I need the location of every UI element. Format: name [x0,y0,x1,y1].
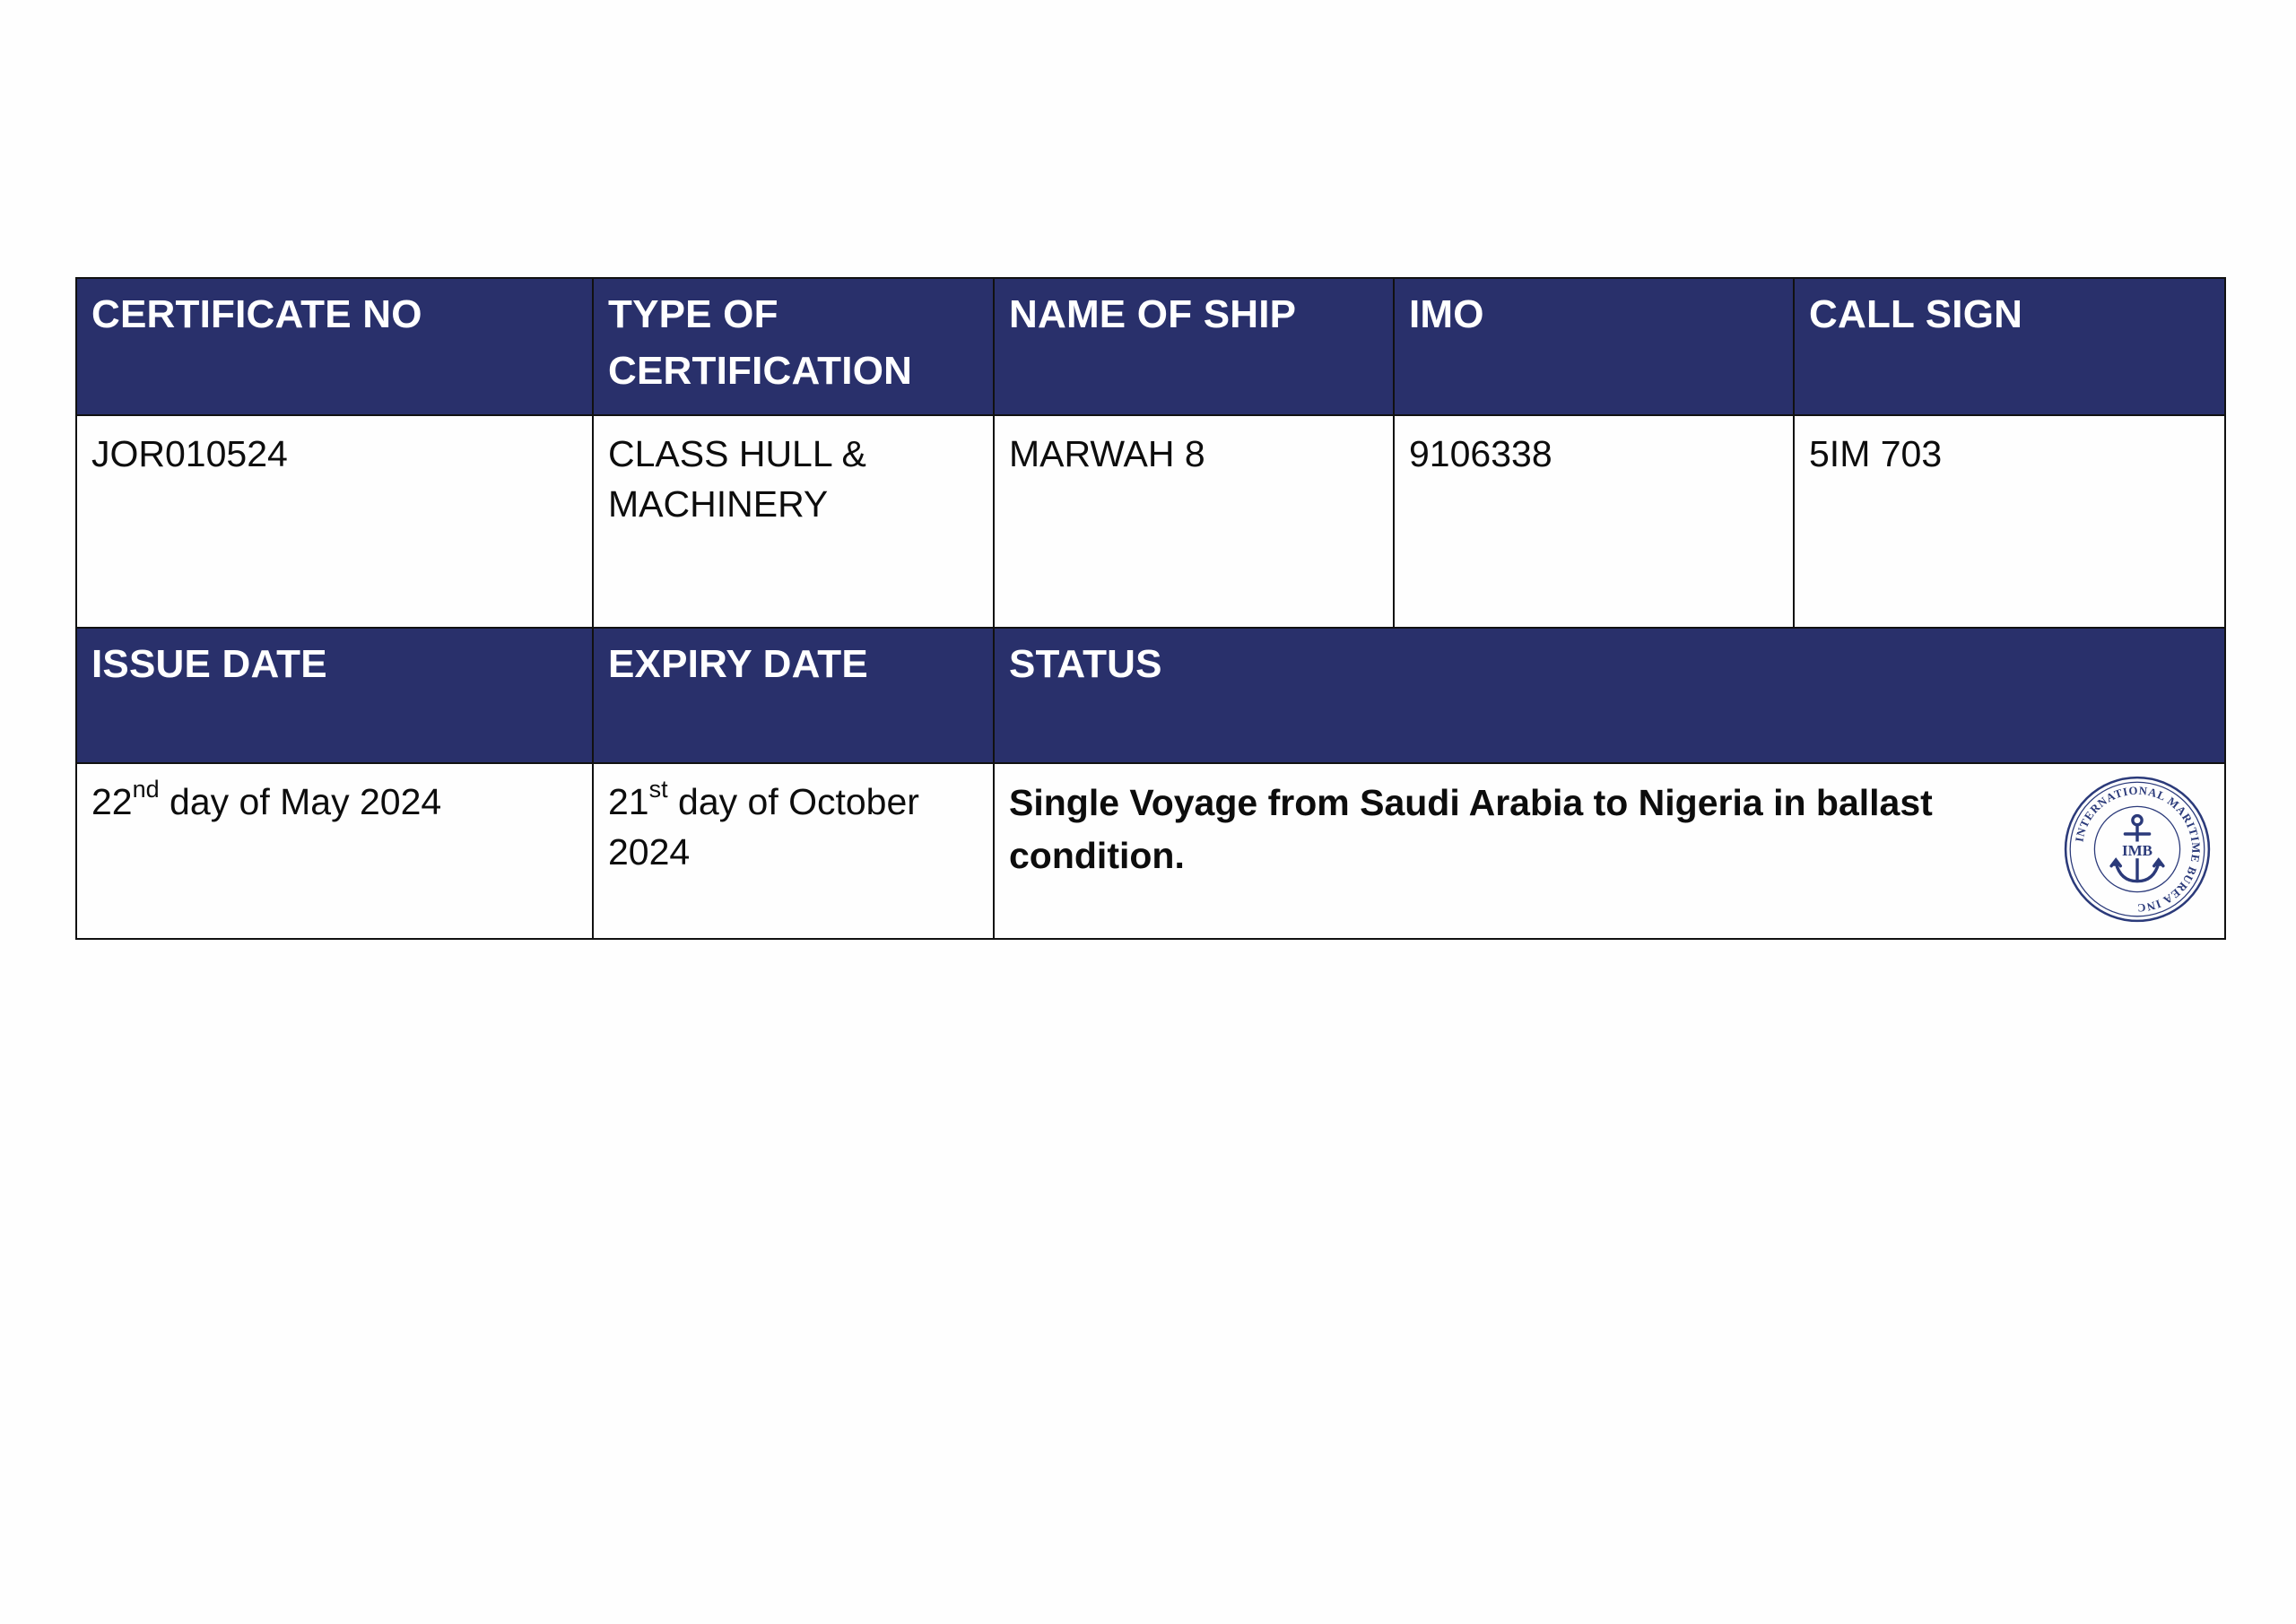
certificate-table [75,277,2226,940]
type-of-certification-value: CLASS HULL & MACHINERY [593,415,994,628]
header-call-sign: CALL SIGN [1794,278,2225,415]
header-expiry-date: EXPIRY DATE [593,628,994,763]
imo-value: 9106338 [1394,415,1794,628]
seal-center-text: IMB [2122,841,2152,859]
certificate-no-value: JOR010524 [76,415,593,628]
values-row-1 [76,415,2225,628]
issue-date-day: 22 [91,781,133,822]
values-row-2 [76,763,2225,939]
seal-ring-text: INTERNATIONAL MARITIME BUREA INC [2073,784,2203,915]
header-status: STATUS [994,628,2225,763]
header-name-of-ship: NAME OF SHIP [994,278,1394,415]
header-issue-date: ISSUE DATE [76,628,593,763]
expiry-date-suffix: st [648,776,668,803]
expiry-date-rest: day of October 2024 [608,781,919,873]
status-value: Single Voyage from Saudi Arabia to Nigeria in ballast condition. [1009,782,1933,876]
issue-date-rest: day of May 2024 [159,781,442,822]
issue-date-value [76,763,593,939]
issue-date-suffix: nd [132,776,160,803]
header-type-of-certification: TYPE OF CERTIFICATION [593,278,994,415]
header-row-1 [76,278,2225,415]
status-value-cell [994,763,2225,939]
expiry-date-day: 21 [608,781,649,822]
imb-seal-stamp [2061,773,2213,925]
expiry-date-value [593,763,994,939]
call-sign-value: 5IM 703 [1794,415,2225,628]
name-of-ship-value: MARWAH 8 [994,415,1394,628]
header-row-2 [76,628,2225,763]
header-imo: IMO [1394,278,1794,415]
header-certificate-no: CERTIFICATE NO [76,278,593,415]
